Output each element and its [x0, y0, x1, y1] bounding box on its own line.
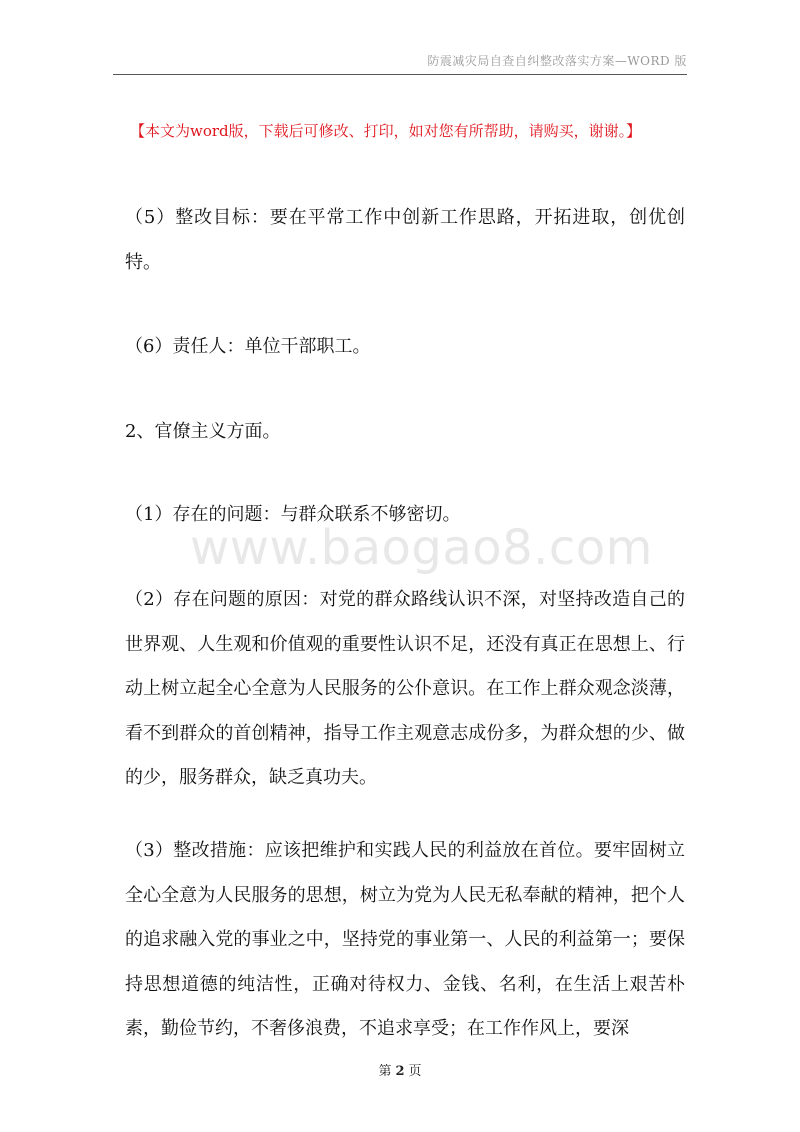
header-rule — [113, 74, 687, 75]
page-footer — [0, 1060, 800, 1079]
paragraph-rectification-goal: （5）整改目标：要在平常工作中创新工作思路，开拓进取，创优创特。 — [125, 207, 685, 273]
page-number: 2 — [395, 1064, 405, 1079]
section-heading-bureaucracy: 2、官僚主义方面。 — [125, 421, 281, 442]
purchase-notice: 【本文为word版，下载后可修改、打印，如对您有所帮助，请购买，谢谢。】 — [130, 122, 642, 140]
paragraph-rectification-measures: （3）整改措施：应该把维护和实践人民的利益放在首位。要牢固树立全心全意为人民服务的思想，树立为党为人民无私奉献的精神，把个人的追求融入党的事业之中，坚持党的事业第一、人民的利益第一；要保持思想道德的纯洁性，正确对待权力、金钱、名利，在生活上艰苦朴素，勤俭节约，不奢侈浪费，不追求享受；在工作作风上，要深 — [125, 840, 685, 1039]
footer-suffix: 页 — [408, 1064, 422, 1079]
paragraph-existing-problem: （1）存在的问题：与群众联系不够密切。 — [125, 504, 461, 525]
watermark: www.baogao8.com — [190, 520, 653, 576]
paragraph-problem-cause: （2）存在问题的原因：对党的群众路线认识不深，对坚持改造自己的世界观、人生观和价值观的重要性认识不足，还没有真正在思想上、行动上树立起全心全意为人民服务的公仆意识。在工作上群众观念淡薄，看不到群众的首创精神，指导工作主观意志成份多，为群众想的少、做的少，服务群众，缺乏真功夫。 — [125, 589, 685, 788]
footer-prefix: 第 — [378, 1064, 392, 1079]
paragraph-responsible-person: （6）责任人：单位干部职工。 — [125, 336, 371, 357]
running-header: 防震减灾局自查自纠整改落实方案—WORD 版 — [427, 54, 687, 68]
